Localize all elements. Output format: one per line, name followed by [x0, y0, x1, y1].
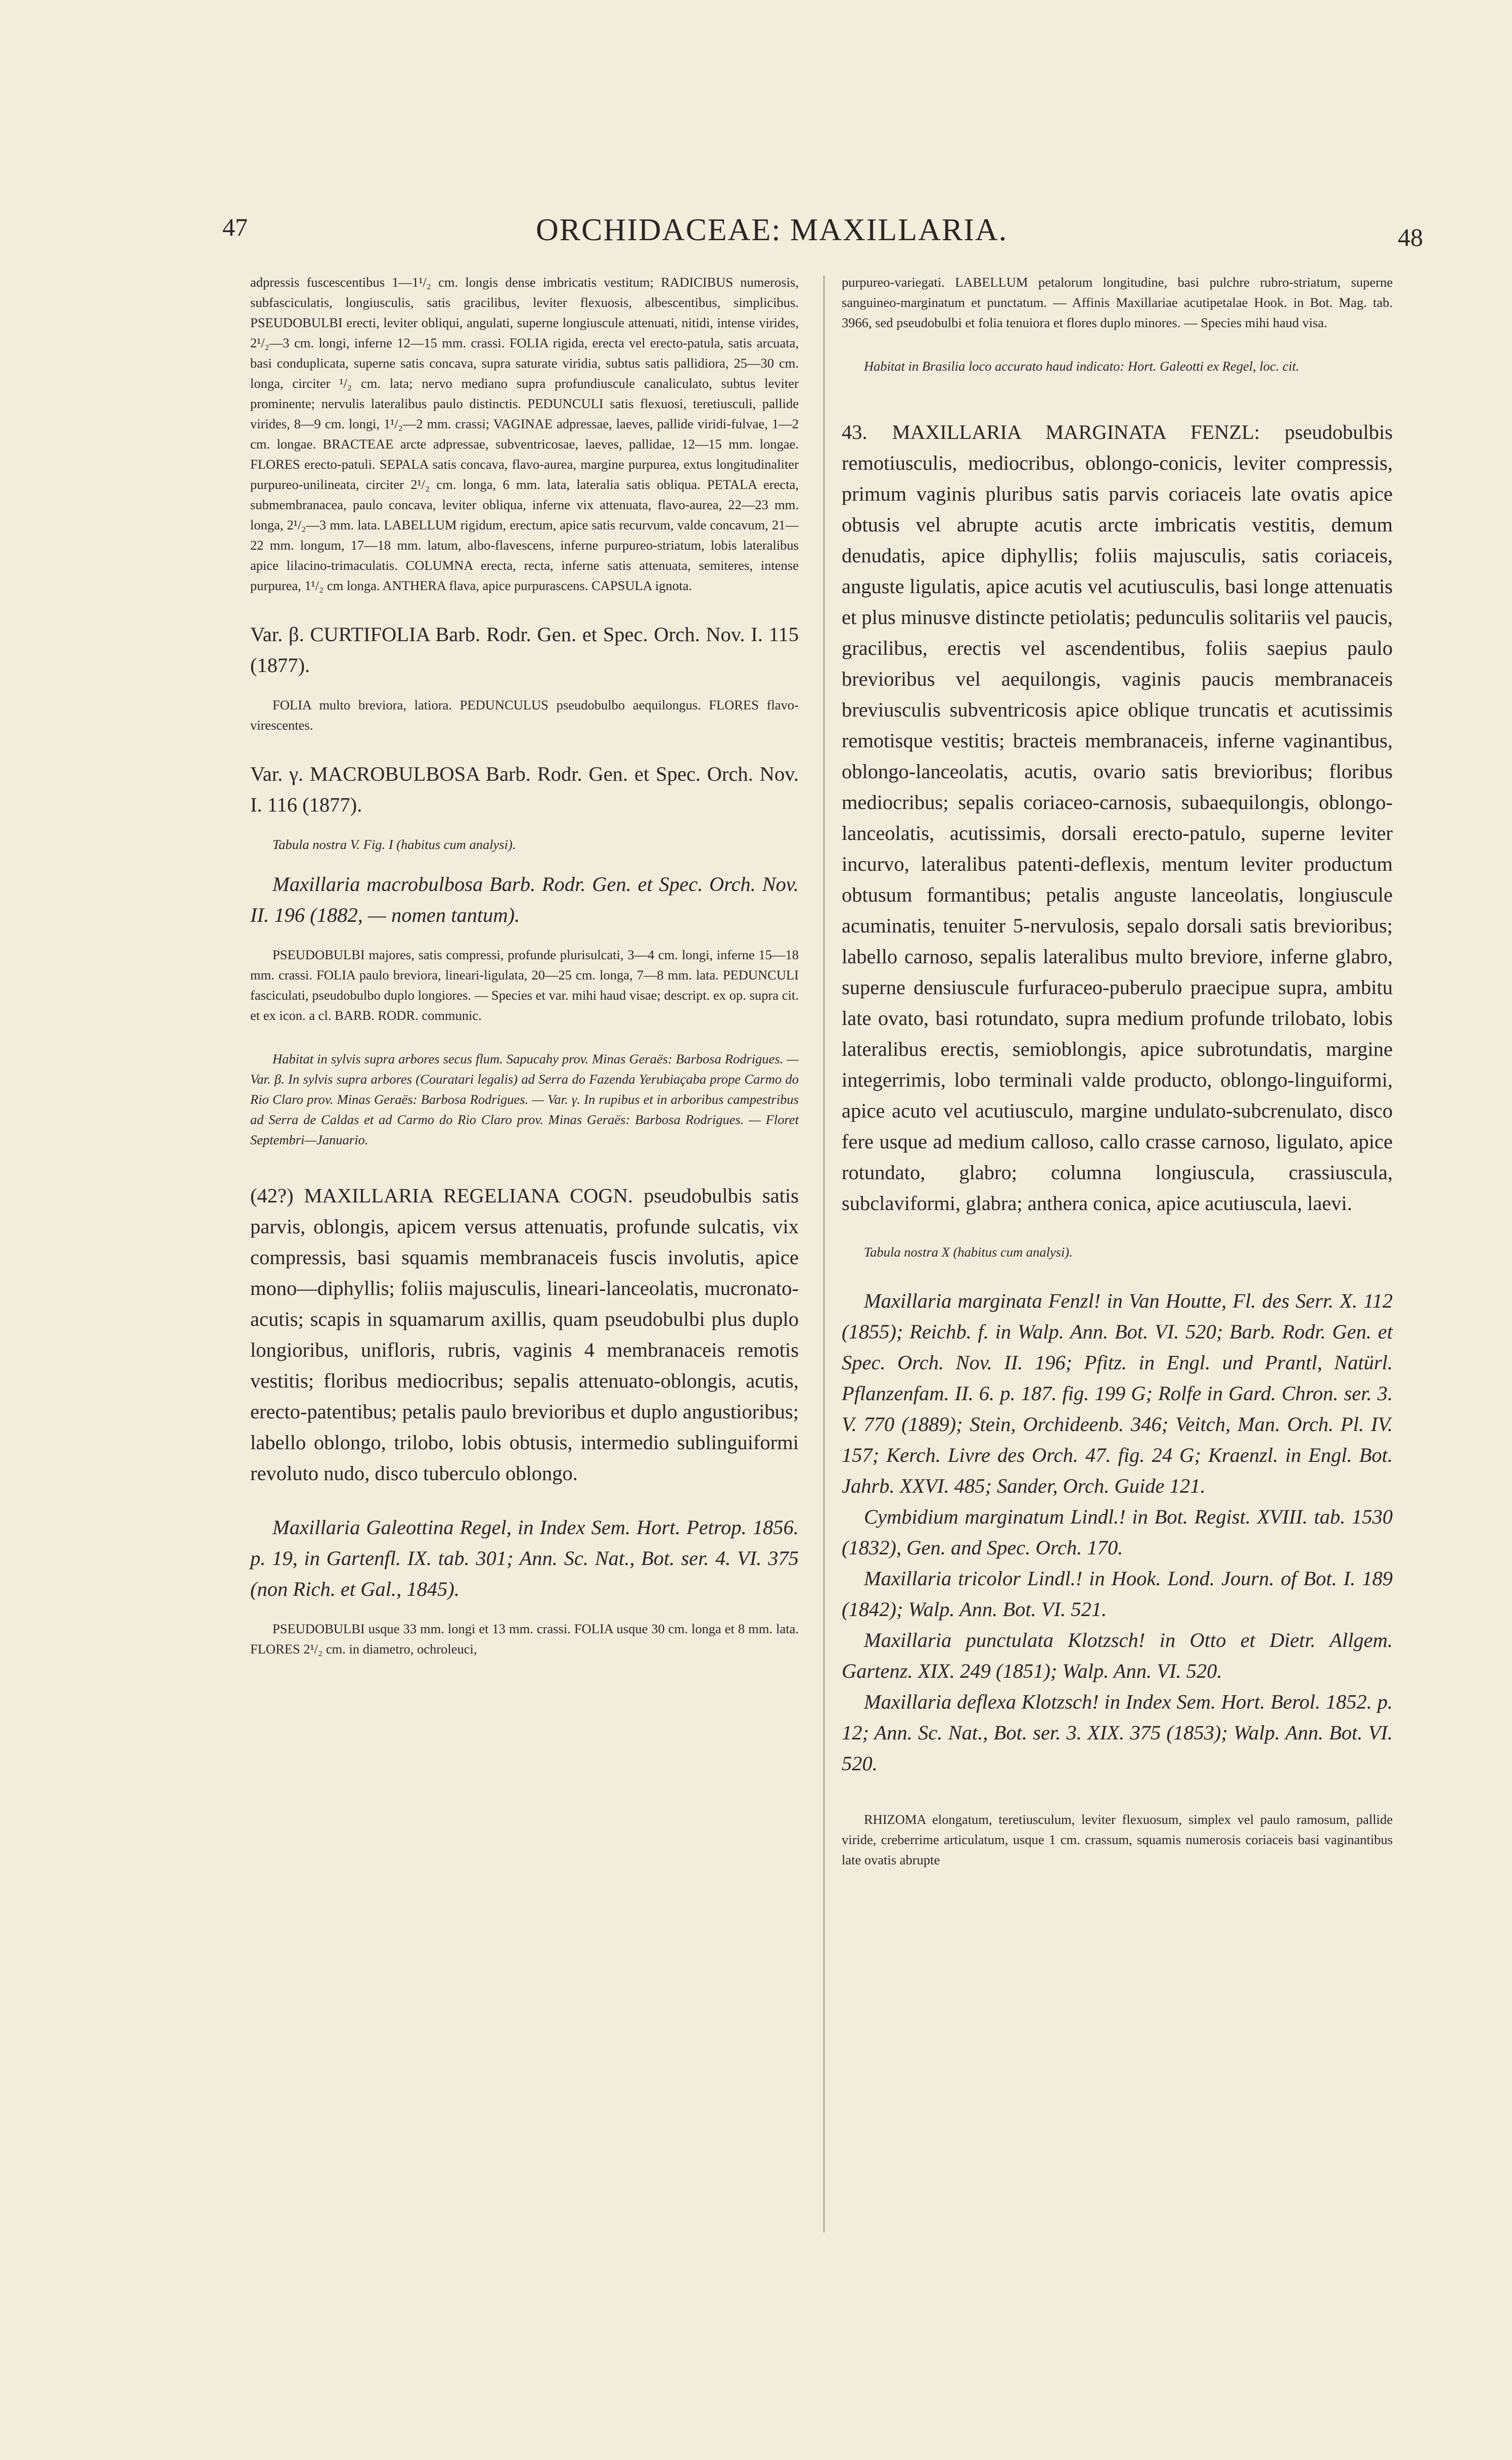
variety-beta-heading: Var. β. CURTIFOLIA Barb. Rodr. Gen. et Spec. Orch. Nov. I. 115 (1877).	[250, 623, 799, 677]
habitat-paragraph-right: Habitat in Brasilia loco accurato haud indicato: Hort. Galeotti ex Regel, loc. cit.	[864, 359, 1300, 374]
synonym-citation: Maxillaria macrobulbosa Barb. Rodr. Gen. et Spec. Orch. Nov. II. 196 (1882, — nomen tantum).	[250, 873, 799, 926]
right-column	[842, 272, 1393, 1870]
synonym-reference-1: Maxillaria marginata Fenzl! in Van Houtte, Fl. des Serr. X. 112 (1855); Reichb. f. in Walp. Ann. Bot. VI. 520; Barb. Rodr. Gen. et Spec. Orch. Nov. II. 196; Pfitz. in Engl. und Prantl, Natürl. Pflanzenfam. II. 6. p. 187. fig. 199 G; Rolfe in Gard. Chron. ser. 3. V. 770 (1889); Stein, Orchideenb. 346; Veitch, Man. Orch. Pl. IV. 157; Kerch. Livre des Orch. 47. fig. 24 G; Kraenzl. in Engl. Bot. Jahrb. XXVI. 485; Sander, Orch. Guide 121.	[842, 1289, 1393, 1497]
synonym-reference-4: Maxillaria punctulata Klotzsch! in Otto et Dietr. Allgem. Gartenz. XIX. 249 (1851); Walp. Ann. VI. 520.	[842, 1629, 1393, 1682]
plate-reference: Tabula nostra V. Fig. I (habitus cum analysi).	[272, 837, 516, 852]
left-column	[250, 272, 799, 1659]
page-number-right: 48	[1398, 223, 1423, 251]
species-42-description: PSEUDOBULBI usque 33 mm. longi et 13 mm. crassi. FOLIA usque 30 cm. longa et 8 mm. lata. FLORES 2¹/₂ cm. in diametro, ochroleuci,	[250, 1621, 799, 1657]
variety-beta-description: FOLIA multo breviora, latiora. PEDUNCULUS pseudobulbo aequilongus. FLORES flavo-virescentes.	[250, 697, 799, 733]
synonym-reference-2: Cymbidium marginatum Lindl.! in Bot. Regist. XVIII. tab. 1530 (1832), Gen. and Spec. Orch. 170.	[842, 1505, 1393, 1559]
running-title: ORCHIDACEAE: MAXILLARIA.	[536, 213, 1008, 247]
species-42-reference: Maxillaria Galeottina Regel, in Index Sem. Hort. Petrop. 1856. p. 19, in Gartenfl. IX. tab. 301; Ann. Sc. Nat., Bot. ser. 4. VI. 375 (non Rich. et Gal., 1845).	[250, 1516, 799, 1600]
page-header	[0, 202, 1512, 268]
species-42-diagnosis: (42?) MAXILLARIA REGELIANA COGN. pseudobulbis satis parvis, oblongis, apicem versus attenuatis, profunde sulcatis, vix compressis, basi squamis membranaceis fuscis involutis, apice mono—diphyllis; foliis majusculis, lineari-lanceolatis, mucronato-acutis; scapis in squamarum axillis, quam pseudobulbi plus duplo longioribus, unifloris, rubris, vaginis 4 membranaceis remotis vestitis; floribus mediocribus; sepalis attenuato-oblongis, acutis, erecto-patentibus; petalis paulo brevioribus et duplo angustioribus; labello oblongo, trilobo, lobis obtusis, intermedio sublinguiformi revoluto nudo, disco tuberculo oblongo.	[250, 1184, 799, 1485]
variety-gamma-description: PSEUDOBULBI majores, satis compressi, profunde plurisulcati, 3—4 cm. longi, inferne 15—18 mm. crassi. FOLIA paulo breviora, lineari-ligulata, 20—25 cm. longa, 7—8 mm. lata. PEDUNCULI fasciculati, pseudobulbo duplo longiores. — Species et var. mihi haud visae; descript. ex op. supra cit. et ex icon. a cl. BARB. RODR. communic.	[250, 947, 799, 1023]
species-43-diagnosis: 43. MAXILLARIA MARGINATA FENZL: pseudobulbis remotiusculis, mediocribus, oblongo-conicis, leviter compressis, primum vaginis pluribus satis parvis coriaceis late ovatis apice obtusis vel abrupte acutis arcte imbricatis vestitis, demum denudatis, apice diphyllis; foliis majusculis, satis coriaceis, anguste ligulatis, apice acutis vel acutiusculis, basi longe attenuatis et plus minusve distincte petiolatis; pedunculis solitariis vel paucis, gracilibus, erectis vel ascendentibus, foliis saepius paulo brevioribus vel aequilongis, vaginis paucis membranaceis breviusculis subventricosis apice oblique truncatis et acutissimis remotisque vestitis; bracteis membranaceis, inferne vaginantibus, oblongo-lanceolatis, acutis, ovario satis brevioribus; floribus mediocribus; sepalis coriaceo-carnosis, subaequilongis, oblongo-lanceolatis, acutissimis, dorsali erecto-patulo, superne leviter incurvo, lateralibus patenti-deflexis, mentum leviter productum obtusum formantibus; petalis anguste lanceolatis, longiuscule acuminatis, tenuiter 5-nervulosis, sepalo dorsali satis brevioribus; labello carnoso, sepalis lateralibus multo breviore, inferne glabro, superne densiuscule furfuraceo-puberulo praecipue supra, ambitu late ovato, basi rotundato, supra medium profunde trilobato, lobis lateralibus erectis, semioblongis, apice subrotundatis, margine integerrimis, lobo terminali valde producto, oblongo-linguiformi, apice acuto vel acutiusculo, margine undulato-subcrenulato, disco fere usque ad medium calloso, callo crasse carnoso, ligulato, apice rotundato, glabro; columna longiuscula, crassiuscula, subclaviformi, glabra; anthera conica, apice acutiuscula, laevi.	[842, 421, 1393, 1215]
continued-description: purpureo-variegati. LABELLUM petalorum longitudine, basi pulchre rubro-striatum, superne sanguineo-marginatum et punctatum. — Affinis Maxillariae acutipetalae Hook. in Bot. Mag. tab. 3966, sed pseudobulbi et folia tenuiora et flores duplo minores. — Species mihi haud visa.	[842, 275, 1393, 330]
plate-reference-right: Tabula nostra X (habitus cum analysi).	[864, 1244, 1073, 1260]
rhizome-description: RHIZOMA elongatum, teretiusculum, leviter flexuosum, simplex vel paulo ramosum, pallide viride, creberrime articulatum, usque 1 cm. crassum, squamis numerosis coriaceis basi vaginantibus late ovatis abrupte	[842, 1812, 1393, 1867]
variety-gamma-heading: Var. γ. MACROBULBOSA Barb. Rodr. Gen. et Spec. Orch. Nov. I. 116 (1877).	[250, 763, 799, 816]
synonym-reference-3: Maxillaria tricolor Lindl.! in Hook. Lond. Journ. of Bot. I. 189 (1842); Walp. Ann. Bot. VI. 521.	[842, 1567, 1393, 1621]
synonym-reference-5: Maxillaria deflexa Klotzsch! in Index Sem. Hort. Berol. 1852. p. 12; Ann. Sc. Nat., Bot. ser. 3. XIX. 375 (1853); Walp. Ann. Bot. VI. 520.	[842, 1690, 1393, 1775]
page-number-left: 47	[222, 213, 248, 241]
habitat-paragraph: Habitat in sylvis supra arbores secus flum. Sapucahy prov. Minas Geraës: Barbosa Rodrigues. — Var. β. In sylvis supra arbores (Couratari legalis) ad Serra do Fazenda Yerubiaçaba prope Carmo do Rio Claro prov. Minas Geraës: Barbosa Rodrigues. — Var. γ. In rupibus et in arboribus campestribus ad Serra de Caldas et ad Carmo do Rio Claro prov. Minas Geraës: Barbosa Rodrigues. — Floret Septembri—Januario.	[250, 1051, 799, 1147]
column-divider	[823, 276, 824, 2232]
description-paragraph: adpressis fuscescentibus 1—1¹/₂ cm. longis dense imbricatis vestitum; RADICIBUS numerosis, subfasciculatis, longiusculis, satis gracilibus, leviter flexuosis, albescentibus, simplicibus. PSEUDOBULBI erecti, leviter obliqui, angulati, superne longiuscule attenuati, nitidi, intense virides, 2¹/₂—3 cm. longi, inferne 12—15 mm. crassi. FOLIA rigida, erecta vel erecto-patula, satis arcuata, basi conduplicata, superne satis concava, supra saturate viridia, subtus satis pallidiora, 25—30 cm. longa, circiter ¹/₂ cm. lata; nervo mediano supra profundiuscule canaliculato, subtus leviter prominente; nervulis lateralibus paulo distinctis. PEDUNCULI satis flexuosi, teretiusculi, pallide virides, 8—9 cm. longi, 1¹/₂—2 mm. crassi; VAGINAE adpressae, laeves, pallide viridi-fulvae, 1—2 cm. longae. BRACTEAE arcte adpressae, subventricosae, laeves, pallidae, 12—15 mm. longae. FLORES erecto-patuli. SEPALA satis concava, flavo-aurea, margine purpurea, extus longitudinaliter purpureo-unilineata, circiter 2¹/₂ cm. longa, 6 mm. lata, lateralia satis obliqua. PETALA erecta, submembranacea, paulo concava, leviter obliqua, inferne vix attenuata, flavo-aurea, 22—23 mm. longa, 2¹/₂—3 mm. lata. LABELLUM rigidum, erectum, apice satis recurvum, valde concavum, 21—22 mm. longum, 17—18 mm. latum, albo-flavescens, inferne purpureo-striatum, lobis lateralibus apice lilacino-trimaculatis. COLUMNA erecta, recta, inferne satis attenuata, semiteres, intense purpurea, 1¹/₂ cm longa. ANTHERA flava, apice purpurascens. CAPSULA ignota.	[250, 275, 799, 593]
